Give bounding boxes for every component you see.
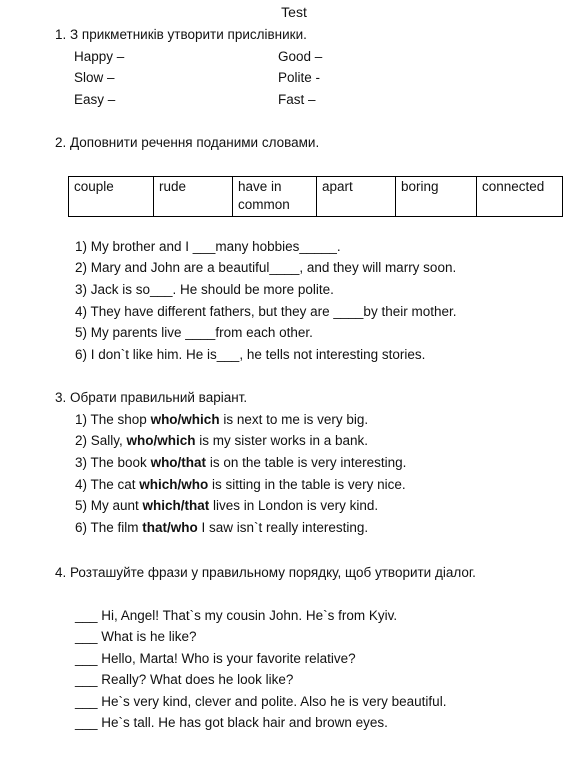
word-bank-cell: boring — [396, 177, 477, 217]
page-title: Test — [281, 4, 307, 20]
choice-options: who/that — [150, 455, 207, 470]
word-bank-cell: rude — [154, 177, 233, 217]
word-bank-cell: connected — [477, 177, 563, 217]
choice-options: which/who — [139, 477, 209, 492]
dialog-line: ___ Hi, Angel! That`s my cousin John. He`s from Kyiv. — [75, 608, 398, 623]
task1-right-item: Good – — [278, 49, 323, 64]
task1-right-item: Fast – — [278, 92, 316, 107]
choice-sentence: 2) Sally, who/which is my sister works in a bank. — [75, 433, 369, 448]
task1-left-item: Happy – — [74, 49, 125, 64]
fill-sentence: 1) My brother and I ___many hobbies_____. — [75, 239, 341, 254]
dialog-line: ___ He`s tall. He has got black hair and brown eyes. — [75, 715, 388, 730]
dialog-line: ___ Really? What does he look like? — [75, 672, 294, 687]
choice-sentence: 1) The shop who/which is next to me is very big. — [75, 412, 369, 427]
task4-header: 4. Розташуйте фрази у правильному порядку, щоб утворити діалог. — [55, 565, 476, 580]
choice-sentence: 4) The cat which/who is sitting in the table is very nice. — [75, 477, 406, 492]
task1-right-item: Polite - — [278, 70, 321, 85]
fill-sentence: 6) I don`t like him. He is___, he tells not interesting stories. — [75, 347, 426, 362]
task1-left-item: Slow – — [74, 70, 115, 85]
choice-options: which/that — [142, 498, 210, 513]
word-bank-cell: couple — [69, 177, 154, 217]
word-bank-cell: apart — [317, 177, 396, 217]
dialog-line: ___ What is he like? — [75, 629, 197, 644]
fill-sentence: 3) Jack is so___. He should be more polite. — [75, 282, 334, 297]
dialog-line: ___ He`s very kind, clever and polite. Also he is very beautiful. — [75, 694, 447, 709]
task3-header: 3. Обрати правильний варіант. — [55, 390, 248, 405]
fill-sentence: 4) They have different fathers, but they are ____by their mother. — [75, 304, 457, 319]
dialog-line: ___ Hello, Marta! Who is your favorite relative? — [75, 651, 356, 666]
task1-header: 1. З прикметників утворити прислівники. — [55, 27, 307, 42]
task2-header: 2. Доповнити речення поданими словами. — [55, 135, 320, 150]
choice-sentence: 5) My aunt which/that lives in London is very kind. — [75, 498, 379, 513]
choice-sentence: 3) The book who/that is on the table is very interesting. — [75, 455, 407, 470]
choice-options: that/who — [142, 520, 198, 535]
word-bank-cell: have in common — [233, 177, 317, 217]
word-bank-row — [69, 177, 563, 217]
task1-left-item: Easy – — [74, 92, 116, 107]
choice-sentence: 6) The film that/who I saw isn`t really interesting. — [75, 520, 369, 535]
fill-sentence: 2) Mary and John are a beautiful____, and they will marry soon. — [75, 260, 457, 275]
fill-sentence: 5) My parents live ____from each other. — [75, 325, 313, 340]
choice-options: who/which — [150, 412, 220, 427]
choice-options: who/which — [126, 433, 196, 448]
word-bank-table — [68, 176, 563, 217]
